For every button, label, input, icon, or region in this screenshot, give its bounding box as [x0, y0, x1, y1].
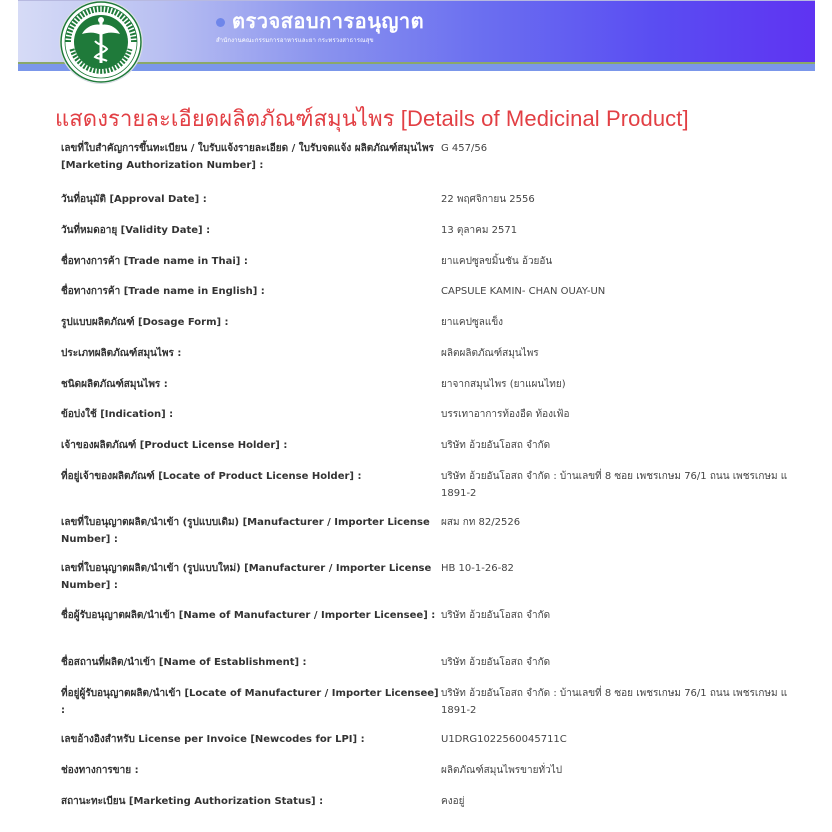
detail-label: รูปแบบผลิตภัณฑ์ [Dosage Form] : [61, 317, 229, 328]
detail-row [61, 762, 562, 779]
detail-label: ชื่อสถานที่ผลิต/นำเข้า [Name of Establishment] : [61, 657, 307, 668]
detail-row [61, 283, 605, 300]
detail-label: ข้อบ่งใช้ [Indication] : [61, 409, 174, 420]
detail-row [61, 654, 550, 671]
detail-value-text: G 457/56 [441, 143, 488, 154]
detail-label: ที่อยู่ผู้รับอนุญาตผลิต/นำเข้า [Locate of Manufacturer / Importer Licensee] : [61, 688, 439, 716]
site-subtitle: สำนักงานคณะกรรมการอาหารและยา กระทรวงสาธารณสุข [216, 37, 374, 44]
detail-value [441, 140, 487, 157]
detail-value [441, 793, 464, 810]
detail-row [61, 222, 517, 239]
detail-row [61, 140, 487, 174]
detail-value [441, 222, 517, 239]
detail-label: เจ้าของผลิตภัณฑ์ [Product License Holder] : [61, 440, 288, 451]
detail-value [441, 654, 550, 671]
detail-label: ช่องทางการขาย : [61, 765, 139, 776]
detail-label: เลขที่ใบสำคัญการขึ้นทะเบียน / ใบรับแจ้งรายละเอียด / ใบรับจดแจ้ง ผลิตภัณฑ์สมุนไพร [Marketing Authorization Number] : [61, 143, 434, 171]
detail-value [441, 437, 550, 454]
detail-row [61, 253, 552, 270]
detail-row [61, 314, 503, 331]
detail-row [61, 607, 550, 624]
detail-row [61, 731, 567, 748]
detail-row [61, 560, 514, 594]
detail-label: ชนิดผลิตภัณฑ์สมุนไพร : [61, 379, 168, 390]
detail-value-text: U1DRG1022560045711C [441, 734, 567, 745]
detail-label: ชื่อทางการค้า [Trade name in English] : [61, 286, 265, 297]
detail-label: ชื่อผู้รับอนุญาตผลิต/นำเข้า [Name of Manufacturer / Importer Licensee] : [61, 610, 436, 621]
detail-value [441, 283, 605, 300]
detail-value [441, 514, 520, 531]
detail-value-text: ยาจากสมุนไพร (ยาแผนไทย) [441, 379, 566, 390]
detail-value [441, 406, 570, 423]
detail-label: สถานะทะเบียน [Marketing Authorization Status] : [61, 796, 324, 807]
detail-label: วันที่อนุมัติ [Approval Date] : [61, 194, 207, 205]
detail-label: ที่อยู่เจ้าของผลิตภัณฑ์ [Locate of Product License Holder] : [61, 471, 362, 482]
detail-row [61, 345, 539, 362]
detail-value [441, 607, 550, 624]
detail-value-text: ผลิตผลิตภัณฑ์สมุนไพร [441, 348, 539, 359]
detail-value-text: บริษัท อ้วยอันโอสถ จำกัด [441, 610, 551, 621]
site-title: ตรวจสอบการอนุญาต [232, 9, 425, 33]
detail-value [441, 560, 514, 577]
detail-value-text: บริษัท อ้วยอันโอสถ จำกัด [441, 657, 551, 668]
detail-value-text: บริษัท อ้วยอันโอสถ จำกัด : บ้านเลขที่ 8 ซอย เพชรเกษม 76/1 ถนน เพชรเกษม แ [441, 471, 788, 482]
detail-row [61, 191, 535, 208]
detail-value [441, 314, 503, 331]
detail-value-text: CAPSULE KAMIN- CHAN OUAY-UN [441, 286, 606, 297]
detail-value [441, 685, 787, 719]
detail-value-text: ผลิตภัณฑ์สมุนไพรขายทั่วไป [441, 765, 563, 776]
site-brand [216, 8, 424, 45]
ministry-seal-icon [60, 1, 142, 83]
detail-row [61, 468, 787, 502]
detail-value-text-line2: 1891-2 [441, 705, 477, 716]
detail-label: ชื่อทางการค้า [Trade name in Thai] : [61, 256, 248, 267]
detail-row [61, 685, 787, 719]
ministry-logo[interactable] [60, 1, 142, 83]
detail-value-text: ยาแคปซูลแข็ง [441, 317, 504, 328]
detail-value [441, 376, 566, 393]
detail-row [61, 514, 520, 548]
detail-value-text: HB 10-1-26-82 [441, 563, 514, 574]
detail-value [441, 345, 539, 362]
detail-value [441, 191, 535, 208]
detail-label: เลขที่ใบอนุญาตผลิต/นำเข้า (รูปแบบใหม่) [Manufacturer / Importer License Number] : [61, 563, 432, 591]
detail-value-text: บรรเทาอาการท้องอืด ท้องเฟ้อ [441, 409, 570, 420]
detail-row [61, 437, 550, 454]
detail-value-text: 22 พฤศจิกายน 2556 [441, 194, 535, 205]
detail-value [441, 731, 567, 748]
detail-value [441, 468, 787, 502]
detail-label: เลขอ้างอิงสำหรับ License per Invoice [Newcodes for LPI] : [61, 734, 365, 745]
page-title: แสดงรายละเอียดผลิตภัณฑ์สมุนไพร [Details of Medicinal Product] [55, 106, 689, 131]
detail-value-text: คงอยู่ [441, 796, 465, 807]
detail-value [441, 762, 562, 779]
detail-label: ประเภทผลิตภัณฑ์สมุนไพร : [61, 348, 182, 359]
brand-bullet-icon [216, 18, 225, 27]
detail-row [61, 406, 570, 423]
detail-label: วันที่หมดอายุ [Validity Date] : [61, 225, 211, 236]
detail-label: เลขที่ใบอนุญาตผลิต/นำเข้า (รูปแบบเดิม) [Manufacturer / Importer License Number] : [61, 517, 430, 545]
detail-value-text: 13 ตุลาคม 2571 [441, 225, 518, 236]
detail-value-text: ยาแคปซูลขมิ้นชัน อ้วยอัน [441, 256, 553, 267]
detail-row [61, 793, 464, 810]
detail-value-text: ผสม กท 82/2526 [441, 517, 521, 528]
detail-value-text: บริษัท อ้วยอันโอสถ จำกัด : บ้านเลขที่ 8 ซอย เพชรเกษม 76/1 ถนน เพชรเกษม แ [441, 688, 788, 699]
detail-value-text: บริษัท อ้วยอันโอสถ จำกัด [441, 440, 551, 451]
detail-row [61, 376, 566, 393]
detail-value-text-line2: 1891-2 [441, 488, 477, 499]
detail-value [441, 253, 552, 270]
